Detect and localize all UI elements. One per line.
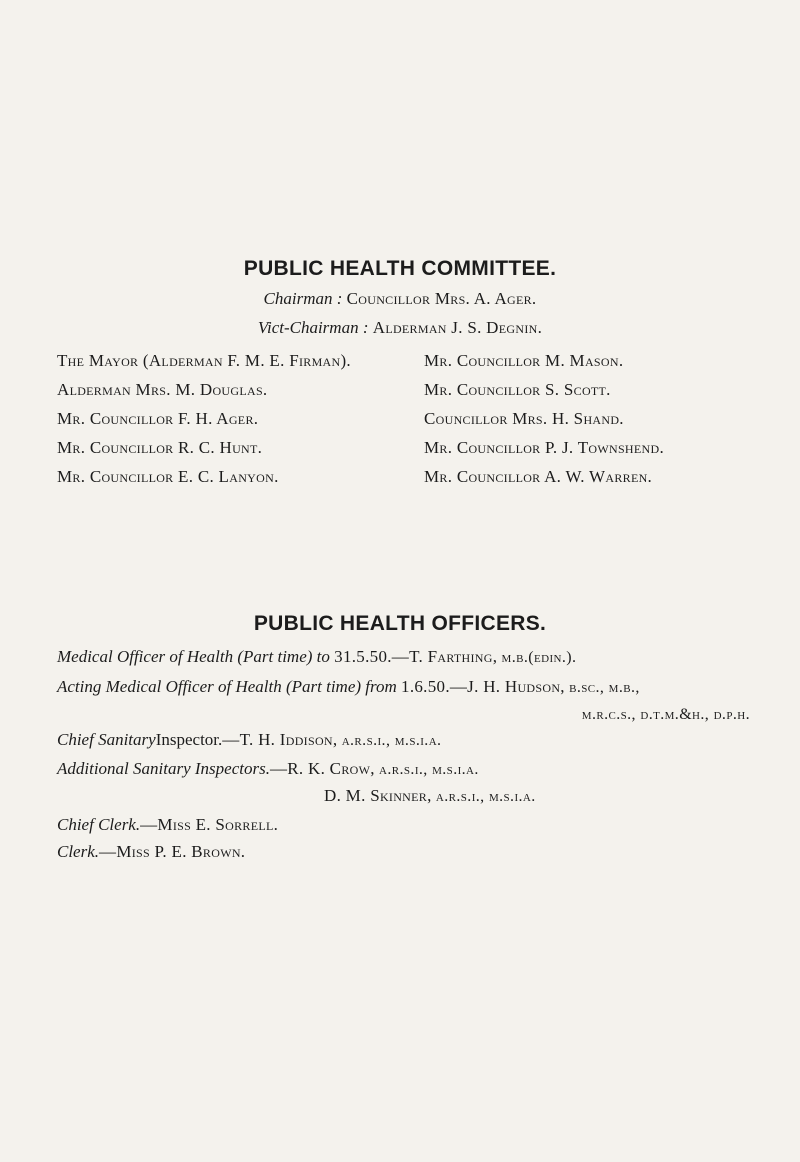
acting-moh-qualifications-2: m.r.c.s., d.t.m.&h., d.p.h.: [581, 706, 750, 723]
acting-moh-line: [57, 677, 640, 697]
member-item: Mr. Councillor F. H. Ager.: [57, 409, 259, 428]
asi-qualifications-1: a.r.s.i., m.s.i.a.: [379, 761, 479, 778]
moh-label: Medical Officer of Health (Part time) to: [57, 647, 330, 666]
vice-chairman-value: Alderman J. S. Degnin.: [372, 318, 543, 337]
chief-clerk-line: [57, 815, 278, 835]
chairman-value: Councillor Mrs. A. Ager.: [346, 289, 537, 308]
csi-label-italic: Chief Sanitary: [57, 730, 156, 749]
member-item: Mr. Councillor S. Scott.: [424, 380, 611, 399]
member-item: Mr. Councillor A. W. Warren.: [424, 467, 653, 486]
chief-clerk-label: Chief Clerk.: [57, 815, 141, 834]
member-item: Mr. Councillor E. C. Lanyon.: [57, 467, 279, 486]
asi-value-1: —R. K. Crow,: [269, 759, 375, 778]
chairman-label: Chairman :: [263, 289, 343, 308]
member-item: Councillor Mrs. H. Shand.: [424, 409, 624, 428]
csi-label-rest: Inspector.: [155, 730, 223, 749]
chief-clerk-value: —Miss E. Sorrell.: [140, 815, 279, 834]
moh-line: [57, 647, 576, 667]
committee-heading: PUBLIC HEALTH COMMITTEE.: [243, 257, 557, 280]
acting-moh-value: 1.6.50.—J. H. Hudson,: [401, 677, 565, 696]
members-left-column: [57, 346, 351, 491]
additional-inspectors-line: [57, 759, 479, 779]
additional-inspector-2-line: [324, 786, 536, 806]
csi-qualifications: a.r.s.i., m.s.i.a.: [341, 732, 442, 749]
acting-moh-qualifications-line: [582, 704, 750, 724]
asi-qualifications-2: a.r.s.i., m.s.i.a.: [435, 788, 536, 805]
member-item: Mr. Councillor M. Mason.: [424, 351, 624, 370]
member-item: Mr. Councillor R. C. Hunt.: [57, 438, 263, 457]
asi-label: Additional Sanitary Inspectors.: [57, 759, 270, 778]
clerk-line: [57, 842, 245, 862]
acting-moh-label: Acting Medical Officer of Health (Part time) from: [57, 677, 397, 696]
chairman-line: [0, 289, 800, 309]
moh-value: 31.5.50.—T. Farthing,: [334, 647, 498, 666]
chief-sanitary-inspector-line: [57, 730, 441, 750]
vice-chairman-label: Vict-Chairman :: [257, 318, 369, 337]
member-item: Alderman Mrs. M. Douglas.: [57, 380, 268, 399]
asi-value-2: D. M. Skinner,: [324, 786, 432, 805]
clerk-label: Clerk.: [57, 842, 100, 861]
member-item: The Mayor (Alderman F. M. E. Firman).: [57, 351, 351, 370]
member-item: Mr. Councillor P. J. Townshend.: [424, 438, 665, 457]
csi-value: —T. H. Iddison,: [222, 730, 338, 749]
moh-qualifications: m.b.(edin.).: [501, 649, 577, 666]
officers-heading: PUBLIC HEALTH OFFICERS.: [253, 612, 547, 635]
clerk-value: —Miss P. E. Brown.: [99, 842, 246, 861]
members-right-column: [424, 346, 664, 491]
vice-chairman-line: [0, 318, 800, 338]
acting-moh-qualifications: b.sc., m.b.,: [569, 679, 640, 696]
